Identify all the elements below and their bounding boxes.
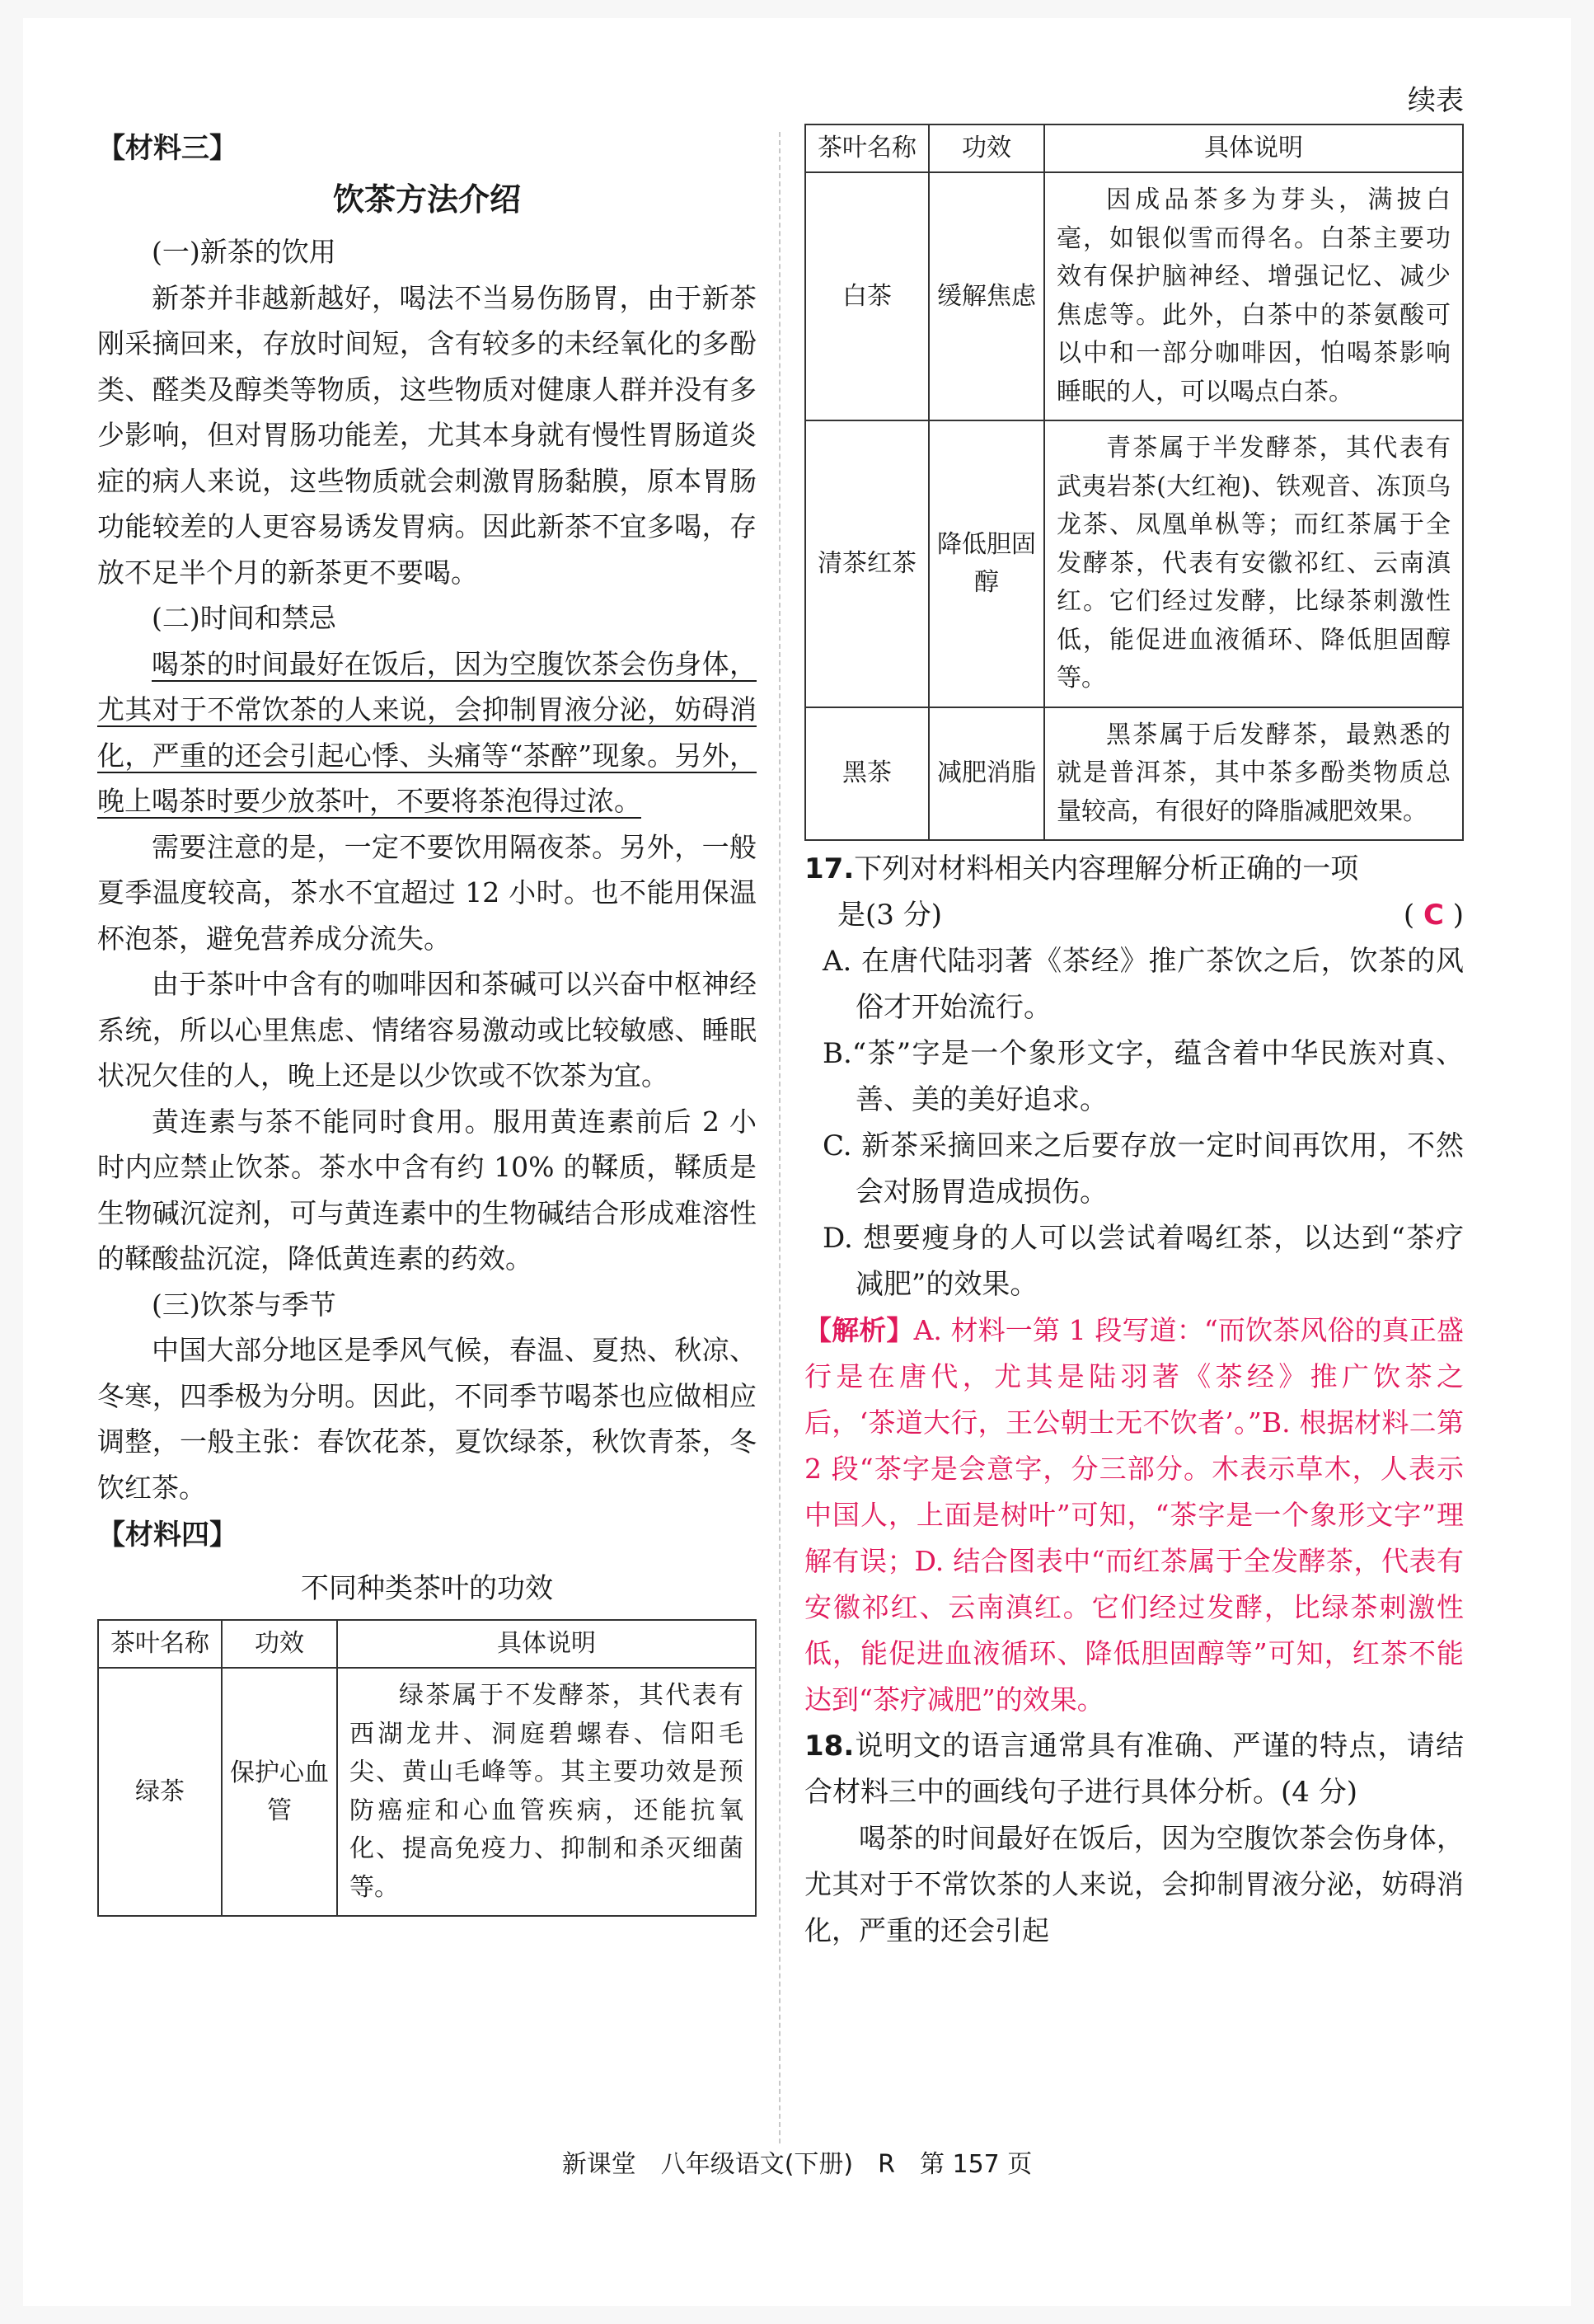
right-column bbox=[804, 84, 1464, 1954]
answer-paren-open: ( bbox=[1403, 899, 1415, 932]
sec1-heading: (一)新茶的饮用 bbox=[152, 236, 336, 268]
table-row bbox=[805, 707, 1463, 841]
tea-desc-cell: 黑茶属于后发酵茶，最熟悉的就是普洱茶，其中茶多酚类物质总量较高，有很好的降脂减肥效果。 bbox=[1044, 707, 1463, 841]
header-description: 具体说明 bbox=[1044, 124, 1463, 172]
analysis-text: A. 材料一第 1 段写道：“而饮茶风俗的真正盛行是在唐代，尤其是陆羽著《茶经》推广饮茶之后，‘茶道大行，王公朝士无不饮者’。”B. 根据材料二第 2 段“茶字是会意字，分三部分。木表示草木，人表示中国人，上面是树叶”可知，“茶字是一个象形文字”理解有误；D. 结合图表中“而红茶属于全发酵茶，代表有安徽祁红、云南滇红。它们经过发酵，比绿茶刺激性低，能促进血液循环、降低胆固醇等”可知，红茶不能达到“茶疗减肥”的效果。 bbox=[804, 1314, 1464, 1716]
question-18-text: 说明文的语言通常具有准确、严谨的特点，请结合材料三中的画线句子进行具体分析。(4 分) bbox=[804, 1730, 1464, 1809]
material4-title: 不同种类茶叶的功效 bbox=[301, 1572, 553, 1605]
question-17 bbox=[804, 846, 1464, 892]
table-row bbox=[805, 420, 1463, 707]
column-divider bbox=[779, 132, 781, 2143]
page-footer: 新课堂 八年级语文(下册) R 第 157 页 bbox=[561, 2150, 1033, 2179]
answer-paren-close: ) bbox=[1452, 899, 1464, 932]
tea-name-cell: 黑茶 bbox=[805, 707, 929, 841]
sec3-paragraph: 中国大部分地区是季风气候，春温、夏热、秋凉、冬寒，四季极为分明。因此，不同季节喝茶也应做相应调整，一般主张：春饮花茶，夏饮绿茶，秋饮青茶，冬饮红茶。 bbox=[97, 1334, 757, 1504]
question-18-quote: 喝茶的时间最好在饭后，因为空腹饮茶会伤身体，尤其对于不常饮茶的人来说，会抑制胃液分泌，妨碍消化，严重的还会引起 bbox=[804, 1822, 1464, 1946]
table-row bbox=[98, 1668, 756, 1916]
sec2-heading: (二)时间和禁忌 bbox=[152, 602, 336, 634]
continued-label: 续表 bbox=[1408, 84, 1464, 117]
question-17-answer-line bbox=[804, 892, 1464, 938]
tea-name-cell: 绿茶 bbox=[98, 1668, 222, 1916]
tea-table-part1 bbox=[97, 1619, 757, 1917]
table-row bbox=[805, 172, 1463, 420]
table-header-row bbox=[805, 124, 1463, 172]
option-b: B.“茶”字是一个象形文字，蕴含着中华民族对真、善、美的美好追求。 bbox=[823, 1037, 1464, 1116]
material4-tag: 【材料四】 bbox=[97, 1519, 237, 1552]
option-a: A. 在唐代陆羽著《茶经》推广茶饮之后，饮茶的风俗才开始流行。 bbox=[823, 945, 1464, 1024]
left-column bbox=[97, 124, 757, 1917]
question-18-number: 18. bbox=[804, 1730, 855, 1763]
material3-title: 饮茶方法介绍 bbox=[332, 181, 521, 218]
tea-effect-cell: 缓解焦虑 bbox=[929, 172, 1044, 420]
table-header-row bbox=[98, 1620, 756, 1668]
tea-effect-cell: 保护心血管 bbox=[222, 1668, 337, 1916]
question-17-text: 下列对材料相关内容理解分析正确的一项 bbox=[854, 852, 1359, 885]
material3-tag: 【材料三】 bbox=[97, 132, 237, 165]
header-tea-name: 茶叶名称 bbox=[98, 1620, 222, 1668]
analysis-tag: 【解析】 bbox=[804, 1314, 914, 1346]
question-17-text-2: 是(3 分) bbox=[837, 899, 942, 932]
sec2-paragraph-3: 由于茶叶中含有的咖啡因和茶碱可以兴奋中枢神经系统，所以心里焦虑、情绪容易激动或比较敏感、睡眠状况欠佳的人，晚上还是以少饮或不饮茶为宜。 bbox=[97, 968, 757, 1092]
tea-desc-cell: 青茶属于半发酵茶，其代表有武夷岩茶(大红袍)、铁观音、冻顶乌龙茶、凤凰单枞等；而红茶属于全发酵茶，代表有安徽祁红、云南滇红。它们经过发酵，比绿茶刺激性低，能促进血液循环、降低胆固醇等。 bbox=[1044, 420, 1463, 707]
question-18 bbox=[804, 1723, 1464, 1815]
tea-table-part2 bbox=[804, 124, 1464, 841]
tea-effect-cell: 降低胆固醇 bbox=[929, 420, 1044, 707]
sec1-paragraph: 新茶并非越新越好，喝法不当易伤肠胃，由于新茶刚采摘回来，存放时间短，含有较多的未经氧化的多酚类、醛类及醇类等物质，这些物质对健康人群并没有多少影响，但对胃肠功能差，尤其本身就有慢性胃肠道炎症的病人来说，这些物质就会刺激胃肠黏膜，原本胃肠功能较差的人更容易诱发胃病。因此新茶不宜多喝，存放不足半个月的新茶更不要喝。 bbox=[97, 281, 757, 589]
header-effect: 功效 bbox=[222, 1620, 337, 1668]
sec2-underlined-paragraph: 喝茶的时间最好在饭后，因为空腹饮茶会伤身体，尤其对于不常饮茶的人来说，会抑制胃液分泌，妨碍消化，严重的还会引起心悸、头痛等“茶醉”现象。另外，晚上喝茶时要少放茶叶，不要将茶泡得过浓。 bbox=[97, 647, 757, 817]
tea-name-cell: 白茶 bbox=[805, 172, 929, 420]
tea-desc-cell: 因成品茶多为芽头，满披白毫，如银似雪而得名。白茶主要功效有保护脑神经、增强记忆、减少焦虑等。此外，白茶中的茶氨酸可以中和一部分咖啡因，怕喝茶影响睡眠的人，可以喝点白茶。 bbox=[1044, 172, 1463, 420]
header-description: 具体说明 bbox=[337, 1620, 756, 1668]
sec2-paragraph-4: 黄连素与茶不能同时食用。服用黄连素前后 2 小时内应禁止饮茶。茶水中含有约 10% 的鞣质，鞣质是生物碱沉淀剂，可与黄连素中的生物碱结合形成难溶性的鞣酸盐沉淀，降低黄连素的药效。 bbox=[97, 1105, 757, 1275]
question-17-number: 17. bbox=[804, 852, 855, 885]
option-d: D. 想要瘦身的人可以尝试着喝红茶，以达到“茶疗减肥”的效果。 bbox=[823, 1222, 1464, 1301]
tea-name-cell: 清茶红茶 bbox=[805, 420, 929, 707]
tea-effect-cell: 减肥消脂 bbox=[929, 707, 1044, 841]
tea-desc-cell: 绿茶属于不发酵茶，其代表有西湖龙井、洞庭碧螺春、信阳毛尖、黄山毛峰等。其主要功效是预防癌症和心血管疾病，还能抗氧化、提高免疫力、抑制和杀灭细菌等。 bbox=[337, 1668, 756, 1916]
header-effect: 功效 bbox=[929, 124, 1044, 172]
question-17-answer-box bbox=[1404, 892, 1464, 938]
analysis-block bbox=[804, 1308, 1464, 1723]
sec2-paragraph-2: 需要注意的是，一定不要饮用隔夜茶。另外，一般夏季温度较高，茶水不宜超过 12 小时。也不能用保温杯泡茶，避免营养成分流失。 bbox=[97, 830, 757, 955]
option-c: C. 新茶采摘回来之后要存放一定时间再饮用，不然会对肠胃造成损伤。 bbox=[823, 1129, 1464, 1209]
question-17-answer: C bbox=[1423, 899, 1444, 932]
sec3-heading: (三)饮茶与季节 bbox=[152, 1288, 336, 1321]
header-tea-name: 茶叶名称 bbox=[805, 124, 929, 172]
